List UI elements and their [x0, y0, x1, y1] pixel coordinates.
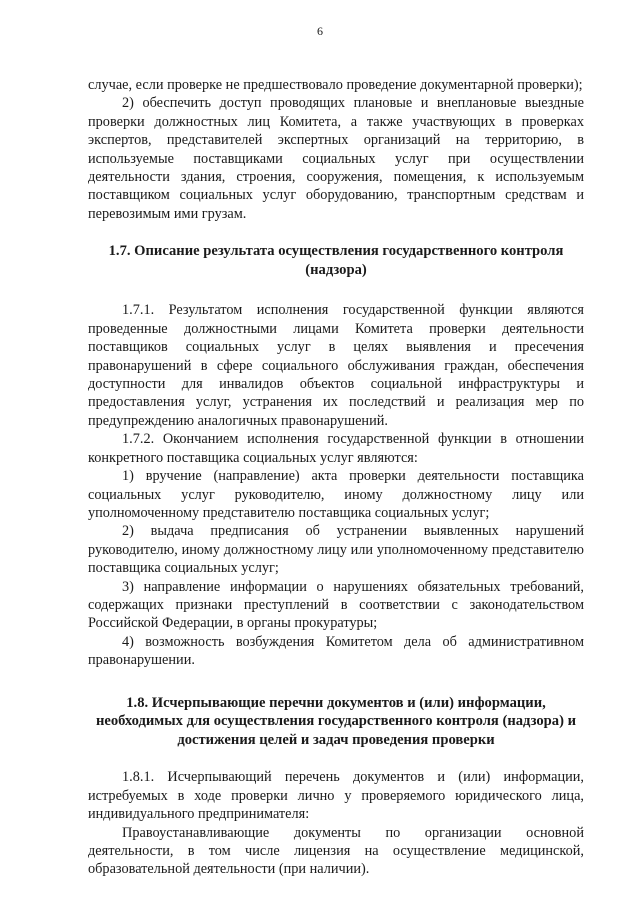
section-heading-1-8: 1.8. Исчерпывающие перечни документов и (или) информации, необходимых для осуществления государственного контроля (надзора) и достижения целей и задач проведения проверки: [95, 694, 577, 748]
paragraph: 1.7.2. Окончанием исполнения государственной функции в отношении конкретного поставщика социальных услуг являются:: [88, 431, 584, 466]
list-item: 4) возможность возбуждения Комитетом дела об административном правонарушении.: [88, 633, 584, 669]
paragraph: случае, если проверке не предшествовало проведение документарной проверки);: [88, 77, 583, 93]
page-number: 6: [317, 24, 323, 38]
paragraph: 2) обеспечить доступ проводящих плановые и внеплановые выездные проверки должностных лиц Комитета, а также участвующих в проверках экспертов, представителей экспертных организаций на территорию, в используемые поставщиками социальных услуг при осуществлении деятельности здания, строения, сооружения, помещения, к используемым поставщиком социальных услуг оборудованию, транспортным средствам и перевозимым ими грузам.: [88, 95, 584, 222]
paragraph: Правоустанавливающие документы по организации основной деятельности, в том числе лицензия на осуществление медицинской, образовательной деятельности (при наличии).: [88, 824, 584, 878]
section-heading-1-7: 1.7. Описание результата осуществления государственного контроля (надзора): [108, 243, 564, 278]
list-item: 3) направление информации о нарушениях обязательных требований, содержащих признаки преступлений в соответствии с законодательством Российской Федерации, в органы прокуратуры;: [88, 578, 584, 632]
list-item: 2) выдача предписания об устранении выявленных нарушений руководителю, иному должностному лицу или уполномоченному представителю поставщика социальных услуг;: [88, 523, 584, 577]
paragraph: 1.7.1. Результатом исполнения государственной функции являются проведенные должностными лицами Комитета проверки деятельности поставщиков социальных услуг в целях выявления и пресечения правонарушений в сфере социального обслуживания граждан, обеспечения доступности для инвалидов объектов социальной инфраструктуры и предоставления услуг, устранения их последствий и реализация мер по предупреждению аналогичных правонарушений.: [88, 302, 584, 429]
list-item: 1) вручение (направление) акта проверки деятельности поставщика социальных услуг руководителю, иному должностному лицу или уполномоченному представителю поставщика социальных услуг;: [88, 468, 584, 521]
paragraph: 1.8.1. Исчерпывающий перечень документов и (или) информации, истребуемых в ходе проверки лично у проверяемого юридического лица, индивидуального предпринимателя:: [88, 769, 584, 823]
document-body: [88, 76, 584, 879]
